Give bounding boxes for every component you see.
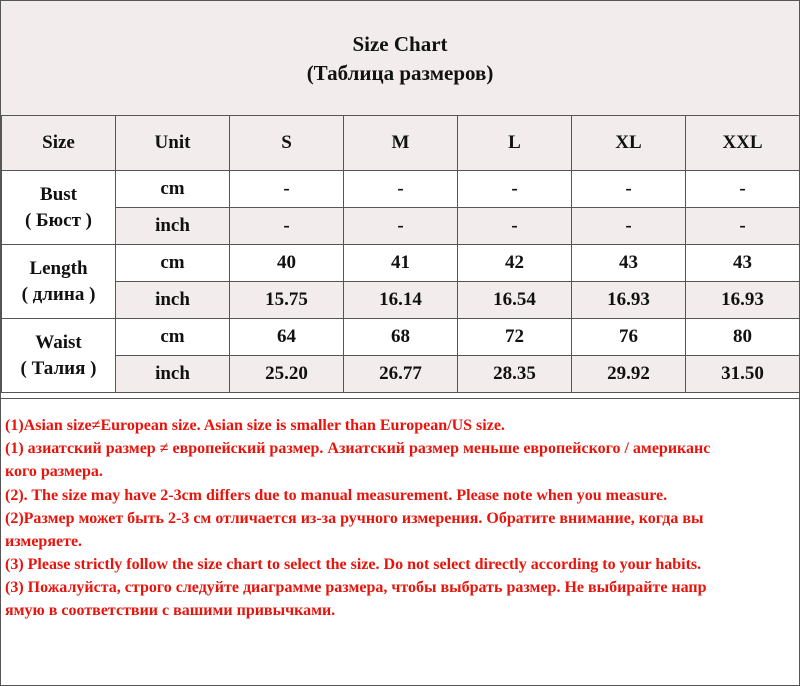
value-cell: - (458, 171, 572, 208)
unit-cell: cm (116, 319, 230, 356)
value-cell: 41 (344, 245, 458, 282)
note-line: ямую в соответствии с вашими привычками. (5, 602, 336, 619)
value-cell: - (230, 171, 344, 208)
value-cell: 26.77 (344, 356, 458, 393)
header-xxl: XXL (686, 116, 800, 171)
value-cell: 64 (230, 319, 344, 356)
value-cell: 28.35 (458, 356, 572, 393)
value-cell: 16.54 (458, 282, 572, 319)
header-xl: XL (572, 116, 686, 171)
value-cell: - (344, 171, 458, 208)
table-row (2, 171, 800, 208)
value-cell: - (344, 208, 458, 245)
note-line: (3) Пожалуйста, строго следуйте диаграмме размера, чтобы выбрать размер. Не выбирайте напр (5, 579, 707, 596)
table-row (2, 208, 800, 245)
label-en: Length (29, 257, 88, 279)
value-cell: 43 (572, 245, 686, 282)
label-ru: ( Бюст ) (24, 209, 92, 231)
value-cell: - (458, 208, 572, 245)
note-line: (2)Размер может быть 2-3 см отличается из-за ручного измерения. Обратите внимание, когда вы (5, 510, 704, 527)
value-cell: 29.92 (572, 356, 686, 393)
size-table (1, 115, 800, 393)
header-l: L (458, 116, 572, 171)
label-en: Waist (35, 331, 82, 353)
value-cell: - (686, 208, 800, 245)
row-label-waist (2, 319, 116, 393)
label-en: Bust (40, 183, 77, 205)
note-line: кого размера. (5, 463, 103, 480)
note-line: измеряете. (5, 533, 83, 550)
header-size: Size (2, 116, 116, 171)
unit-cell: cm (116, 171, 230, 208)
value-cell: - (572, 208, 686, 245)
unit-cell: cm (116, 245, 230, 282)
table-row (2, 282, 800, 319)
row-label-bust (2, 171, 116, 245)
value-cell: 16.93 (686, 282, 800, 319)
note-line: (3) Please strictly follow the size chart to select the size. Do not select directly according to your habits. (5, 556, 702, 573)
value-cell: 16.93 (572, 282, 686, 319)
note-line: (1)Asian size≠European size. Asian size is smaller than European/US size. (5, 417, 505, 434)
value-cell: 25.20 (230, 356, 344, 393)
unit-cell: inch (116, 356, 230, 393)
title-area (1, 1, 799, 116)
note-line: (1) азиатский размер ≠ европейский размер. Азиатский размер меньше европейского / американс (5, 440, 711, 457)
value-cell: - (230, 208, 344, 245)
value-cell: 68 (344, 319, 458, 356)
header-m: M (344, 116, 458, 171)
value-cell: 72 (458, 319, 572, 356)
header-s: S (230, 116, 344, 171)
value-cell: 31.50 (686, 356, 800, 393)
unit-cell: inch (116, 208, 230, 245)
value-cell: 42 (458, 245, 572, 282)
value-cell: 43 (686, 245, 800, 282)
label-ru: ( длина ) (21, 283, 96, 305)
value-cell: 76 (572, 319, 686, 356)
table-row (2, 245, 800, 282)
value-cell: 15.75 (230, 282, 344, 319)
table-row (2, 319, 800, 356)
value-cell: 40 (230, 245, 344, 282)
value-cell: 16.14 (344, 282, 458, 319)
notes-section (1, 398, 799, 686)
note-line: (2). The size may have 2-3cm differs due to manual measurement. Please note when you measure. (5, 487, 668, 504)
unit-cell: inch (116, 282, 230, 319)
value-cell: - (686, 171, 800, 208)
table-row (2, 356, 800, 393)
value-cell: 80 (686, 319, 800, 356)
value-cell: - (572, 171, 686, 208)
table-header-row (2, 116, 800, 171)
label-ru: ( Талия ) (20, 357, 97, 379)
page-subtitle: (Таблица размеров) (306, 61, 494, 85)
page-title: Size Chart (352, 32, 448, 56)
row-label-length (2, 245, 116, 319)
header-unit: Unit (116, 116, 230, 171)
